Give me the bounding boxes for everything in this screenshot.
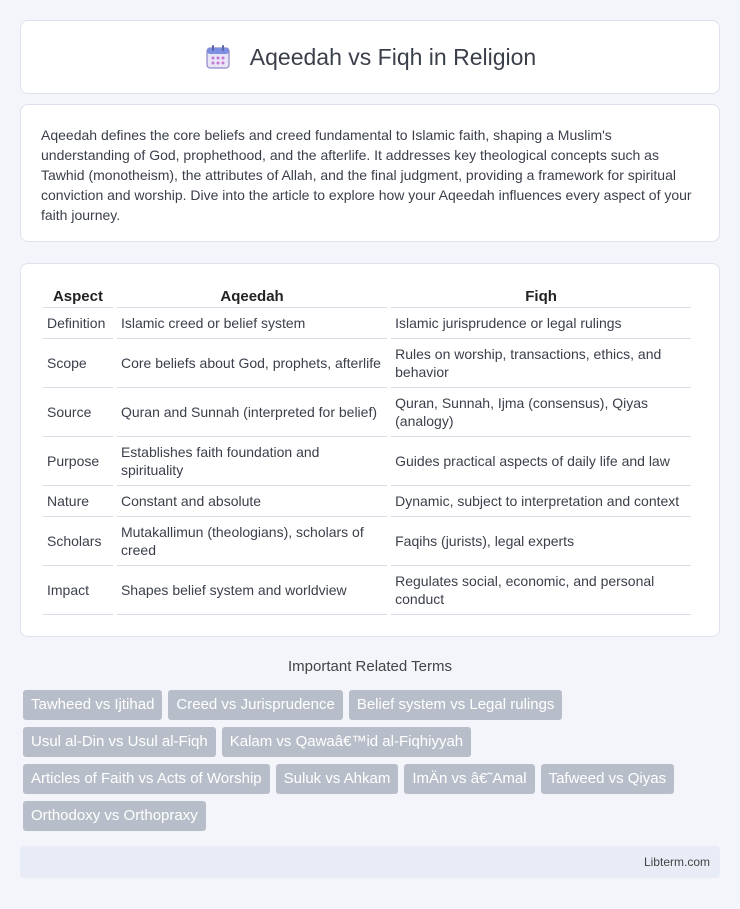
related-term-tag[interactable]: Kalam vs Qawaâ€™id al-Fiqhiyyah <box>222 727 471 757</box>
cell-fiqh: Regulates social, economic, and personal conduct <box>391 566 691 615</box>
page-title: Aqeedah vs Fiqh in Religion <box>249 43 537 70</box>
cell-aspect: Nature <box>43 486 113 517</box>
related-term-tag[interactable]: Suluk vs Ahkam <box>276 764 399 794</box>
intro-text: Aqeedah defines the core beliefs and creed fundamental to Islamic faith, shaping a Muslim's understanding of God, prophethood, and the afterlife. It addresses key theological concepts such as Tawhid (monotheism), the attributes of Allah, and the final judgment, providing a framework for spiritual conviction and worship. Dive into the article to explore how your Aqeedah influences every aspect of your faith journey. <box>41 127 692 223</box>
related-terms-title: Important Related Terms <box>288 658 452 675</box>
calendar-icon <box>204 43 232 71</box>
cell-aqeedah: Quran and Sunnah (interpreted for belief) <box>117 388 387 437</box>
related-term-tag[interactable]: Usul al-Din vs Usul al-Fiqh <box>23 727 216 757</box>
table-row <box>43 437 691 486</box>
related-term-tag[interactable]: Creed vs Jurisprudence <box>168 690 342 720</box>
intro-card <box>20 104 720 242</box>
header-fiqh: Fiqh <box>391 284 691 308</box>
cell-aspect: Scholars <box>43 517 113 566</box>
cell-aspect: Impact <box>43 566 113 615</box>
table-row <box>43 517 691 566</box>
cell-aspect: Definition <box>43 308 113 339</box>
related-term-tag[interactable]: Articles of Faith vs Acts of Worship <box>23 764 270 794</box>
cell-fiqh: Faqihs (jurists), legal experts <box>391 517 691 566</box>
cell-aspect: Scope <box>43 339 113 388</box>
related-terms-list <box>23 690 723 831</box>
cell-fiqh: Guides practical aspects of daily life and law <box>391 437 691 486</box>
cell-fiqh: Islamic jurisprudence or legal rulings <box>391 308 691 339</box>
table-row <box>43 566 691 615</box>
cell-aqeedah: Constant and absolute <box>117 486 387 517</box>
table-header-row <box>43 284 691 308</box>
footer-site-link[interactable]: Libterm.com <box>643 855 710 869</box>
title-wrap <box>204 43 536 71</box>
table-row <box>43 308 691 339</box>
cell-aqeedah: Establishes faith foundation and spirituality <box>117 437 387 486</box>
cell-aqeedah: Mutakallimun (theologians), scholars of creed <box>117 517 387 566</box>
related-term-tag[interactable]: Orthodoxy vs Orthopraxy <box>23 801 206 831</box>
cell-aspect: Source <box>43 388 113 437</box>
comparison-table-card <box>20 263 720 637</box>
cell-fiqh: Quran, Sunnah, Ijma (consensus), Qiyas (analogy) <box>391 388 691 437</box>
cell-aqeedah: Shapes belief system and worldview <box>117 566 387 615</box>
related-term-tag[interactable]: Belief system vs Legal rulings <box>349 690 563 720</box>
cell-fiqh: Dynamic, subject to interpretation and context <box>391 486 691 517</box>
cell-aspect: Purpose <box>43 437 113 486</box>
table-row <box>43 339 691 388</box>
related-term-tag[interactable]: Tafweed vs Qiyas <box>541 764 675 794</box>
header-aqeedah: Aqeedah <box>117 284 387 308</box>
cell-aqeedah: Core beliefs about God, prophets, afterlife <box>117 339 387 388</box>
comparison-table <box>39 284 695 615</box>
table-row <box>43 388 691 437</box>
cell-aqeedah: Islamic creed or belief system <box>117 308 387 339</box>
related-term-tag[interactable]: ImÄn vs â€˜Amal <box>404 764 534 794</box>
header-aspect: Aspect <box>43 284 113 308</box>
cell-fiqh: Rules on worship, transactions, ethics, and behavior <box>391 339 691 388</box>
table-row <box>43 486 691 517</box>
footer <box>20 846 720 878</box>
header-card <box>20 20 720 94</box>
related-term-tag[interactable]: Tawheed vs Ijtihad <box>23 690 162 720</box>
